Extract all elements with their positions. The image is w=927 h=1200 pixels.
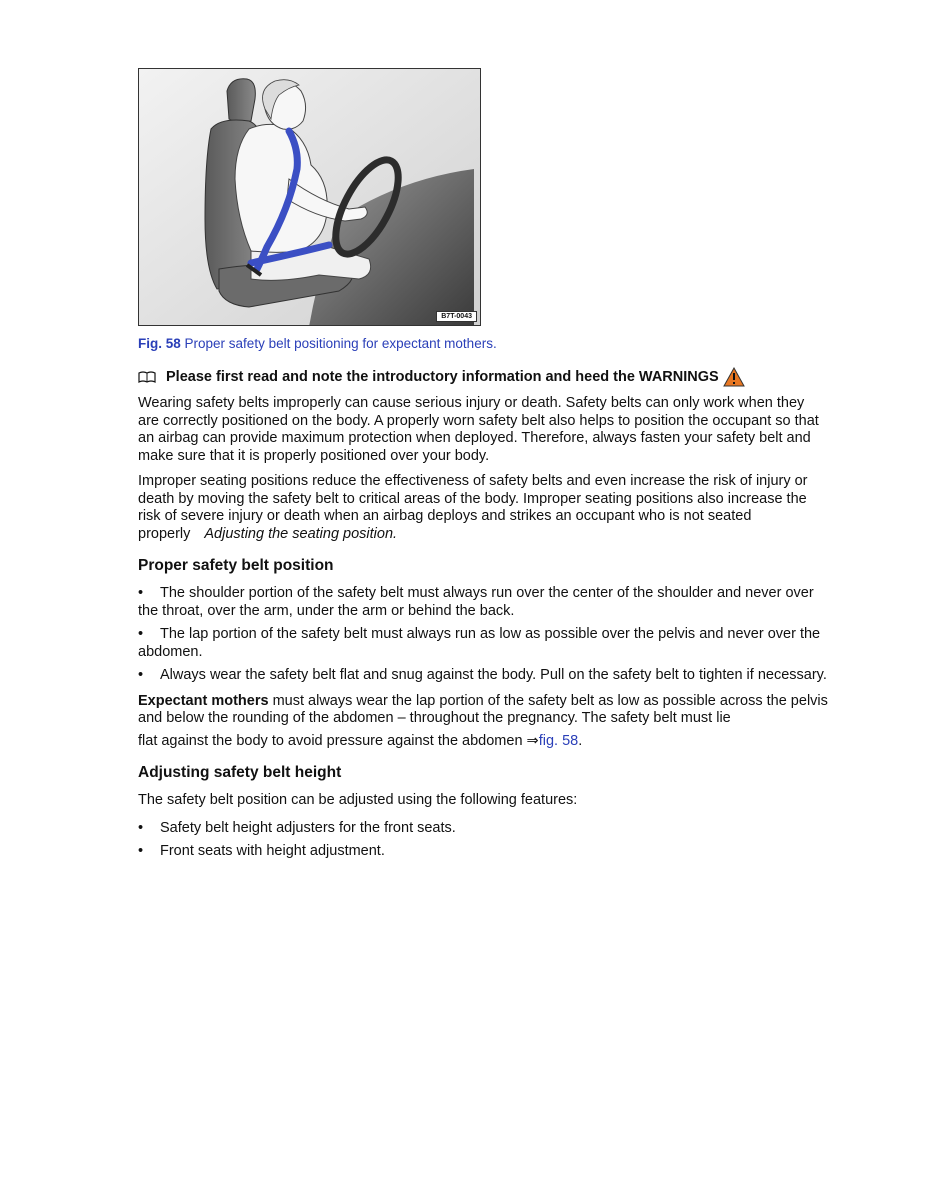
figure-code: B7T-0043 <box>436 311 477 322</box>
arrow-icon: ⇒ <box>526 732 539 749</box>
list-item: • Always wear the safety belt flat and snug against the body. Pull on the safety belt to tighten if necessary. <box>138 667 827 683</box>
pregnant-driver-illustration <box>139 69 481 326</box>
book-icon <box>138 371 156 383</box>
expectant-mothers-bold: Expectant mothers <box>138 692 269 709</box>
paragraph-2 <box>138 473 828 543</box>
bullet-text: Always wear the safety belt flat and snug against the body. Pull on the safety belt to tighten if necessary. <box>160 667 827 683</box>
bullet-text: Front seats with height adjustment. <box>160 843 385 859</box>
section-heading-belt-height: Adjusting safety belt height <box>138 764 342 781</box>
intro-heading-text: Please first read and note the introductory information and heed the WARNINGS <box>166 369 719 385</box>
belt-height-intro: The safety belt position can be adjusted using the following features: <box>138 792 578 808</box>
fig-58-link[interactable]: fig. 58 <box>538 732 579 749</box>
period: . <box>578 732 583 749</box>
expectant-mothers-text: must always wear the lap portion of the safety belt as low as possible across the pelvis and below the rounding of the abdomen – throughout the pregnancy. The safety belt must lie <box>138 692 828 726</box>
warning-triangle-icon <box>723 367 745 387</box>
figure-caption-label: Fig. 58 <box>138 336 181 351</box>
manual-page <box>138 68 828 861</box>
intro-heading <box>138 367 828 387</box>
list-item: • The shoulder portion of the safety belt must always run over the center of the shoulder and never over the throat, over the arm, under the arm or behind the back. <box>138 585 814 619</box>
paragraph-2-text: Improper seating positions reduce the effectiveness of safety belts and even increase the risk of injury or death by moving the safety belt to critical areas of the body. Improper seating positions also increase the risk of severe injury or death when an airbag deploys and strikes an occupant who is not seated properly <box>138 473 808 542</box>
list-item: • The lap portion of the safety belt must always run as low as possible over the pelvis and never over the abdomen. <box>138 626 821 660</box>
bullet-text: The lap portion of the safety belt must always run as low as possible over the pelvis and never over the abdomen. <box>138 626 821 660</box>
list-item: • Front seats with height adjustment. <box>138 843 385 859</box>
seating-position-reference[interactable]: Adjusting the seating position. <box>204 525 398 542</box>
expectant-mothers-paragraph <box>138 693 828 728</box>
figure-caption-text: Proper safety belt positioning for expectant mothers. <box>184 336 497 351</box>
figure-caption <box>138 336 828 351</box>
expectant-mothers-paragraph-end <box>138 733 828 751</box>
figure-58 <box>138 68 481 326</box>
bullet-text: Safety belt height adjusters for the front seats. <box>160 819 456 836</box>
list-item: • Safety belt height adjusters for the front seats. <box>138 819 456 836</box>
bullet-text: The shoulder portion of the safety belt must always run over the center of the shoulder and never over the throat, over the arm, under the arm or behind the back. <box>138 585 814 619</box>
section-heading-belt-position: Proper safety belt position <box>138 557 334 574</box>
expectant-mothers-text-2: flat against the body to avoid pressure against the abdomen <box>138 732 523 749</box>
paragraph-1: Wearing safety belts improperly can cause serious injury or death. Safety belts can only work when they are correctly positioned on the body. A properly worn safety belt also helps to position the occupant so that an airbag can provide maximum protection when deployed. Therefore, always fasten your safety belt and make sure that it is properly positioned over your body. <box>138 395 819 464</box>
